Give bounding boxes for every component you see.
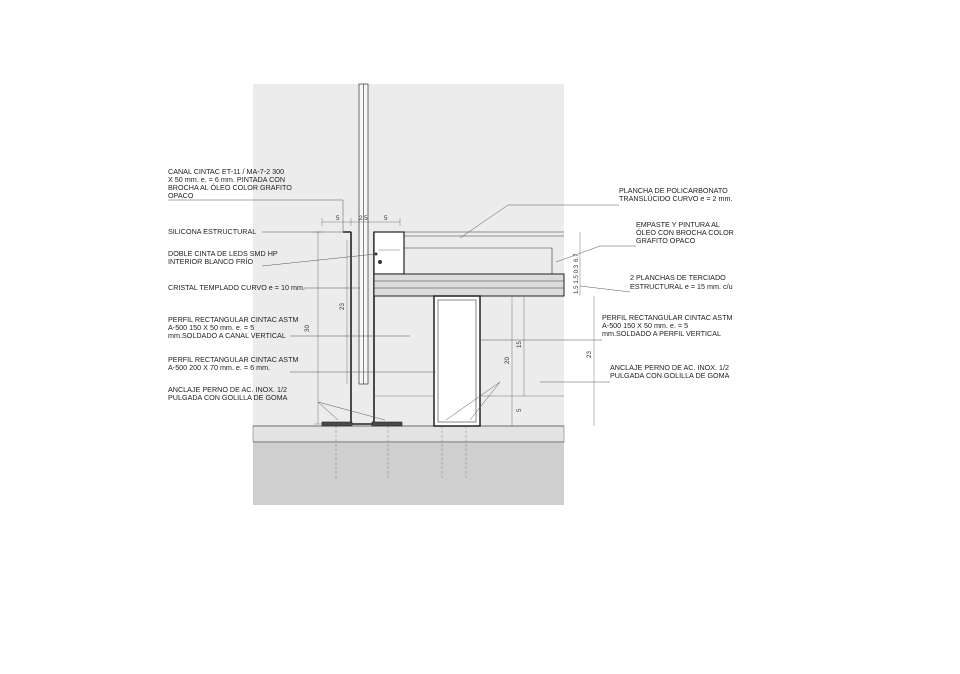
tempered-glass bbox=[359, 84, 368, 384]
label-cristal: CRISTAL TEMPLADO CURVO e = 10 mm. bbox=[168, 283, 305, 292]
annotation-text: PULGADA CON GOLILLA DE GOMA bbox=[168, 393, 288, 402]
plywood-shelf bbox=[374, 274, 564, 296]
annotation-text: PERFIL RECTANGULAR CINTAC ASTM bbox=[602, 313, 733, 322]
annotation-text: OPACO bbox=[168, 191, 194, 200]
dim-right-23: 23 bbox=[586, 351, 593, 358]
label-anclaje-left bbox=[168, 385, 288, 402]
label-empaste bbox=[636, 220, 734, 245]
dim-right-6-7: 6.7 bbox=[573, 253, 580, 262]
annotation-text: DOBLE CINTA DE LEDS SMD HP bbox=[168, 249, 278, 258]
annotation-text: PLANCHA DE POLICARBONATO bbox=[619, 186, 728, 195]
annotation-text: 2 PLANCHAS DE TERCIADO bbox=[630, 273, 726, 282]
dim-left-23: 23 bbox=[339, 303, 346, 310]
label-anclaje-right bbox=[610, 363, 730, 380]
annotation-text: BROCHA AL ÓLEO COLOR GRAFITO bbox=[168, 183, 292, 192]
annotation-text: PERFIL RECTANGULAR CINTAC ASTM bbox=[168, 355, 299, 364]
annotation-text: EMPASTE Y PINTURA AL bbox=[636, 220, 720, 229]
dim-right-stack: 1.5 1.5 0.3 bbox=[573, 264, 580, 294]
dim-top-3: 5 bbox=[384, 215, 388, 222]
dim-mid-15: 15 bbox=[516, 341, 523, 348]
annotation-text: ANCLAJE PERNO DE AC. INOX. 1/2 bbox=[610, 363, 730, 372]
annotation-text: ANCLAJE PERNO DE AC. INOX. 1/2 bbox=[168, 385, 288, 394]
annotation-text: PULGADA CON GOLILLA DE GOMA bbox=[610, 371, 730, 380]
annotation-text: CANAL CINTAC ET-11 / MA-7-2 300 bbox=[168, 167, 285, 176]
label-policarbonato bbox=[619, 186, 733, 203]
led-profile-box bbox=[374, 232, 404, 274]
annotation-text: mm.SOLDADO A CANAL VERTICAL bbox=[168, 331, 286, 340]
rectangular-tube-200x70 bbox=[434, 296, 480, 426]
annotation-text: INTERIOR BLANCO FRÍO bbox=[168, 257, 254, 266]
floor-slab bbox=[253, 442, 564, 505]
dim-top-2: 2.5 bbox=[359, 215, 368, 222]
annotation-text: PERFIL RECTANGULAR CINTAC ASTM bbox=[168, 315, 299, 324]
annotation-text: A-500 150 X 50 mm. e. = 5 bbox=[602, 321, 689, 330]
label-perfil150-right bbox=[602, 313, 732, 338]
annotation-text: GRAFITO OPACO bbox=[636, 236, 696, 245]
annotation-text: X 50 mm. e. = 6 mm. PINTADA CON bbox=[168, 175, 286, 184]
annotation-text: TRANSLÚCIDO CURVO e = 2 mm. bbox=[619, 194, 733, 203]
annotation-text: A-500 200 X 70 mm. e. = 6 mm. bbox=[168, 363, 271, 372]
annotation-text: ÓLEO CON BROCHA COLOR bbox=[636, 228, 734, 237]
annotation-text: A-500 150 X 50 mm. e. = 5 bbox=[168, 323, 255, 332]
dim-mid-5: 5 bbox=[516, 408, 523, 412]
label-silicona: SILICONA ESTRUCTURAL bbox=[168, 227, 257, 236]
annotation-text: mm.SOLDADO A PERFIL VERTICAL bbox=[602, 329, 722, 338]
floor-topping bbox=[253, 426, 564, 442]
dim-mid-20: 20 bbox=[504, 357, 511, 364]
right-dimensions bbox=[573, 232, 594, 426]
dim-top-1: 5 bbox=[336, 215, 340, 222]
label-terciado bbox=[630, 273, 733, 291]
annotation-text: ESTRUCTURAL e = 15 mm. c/u bbox=[630, 282, 733, 291]
right-labels bbox=[602, 186, 734, 380]
dim-left-30: 30 bbox=[304, 325, 311, 332]
